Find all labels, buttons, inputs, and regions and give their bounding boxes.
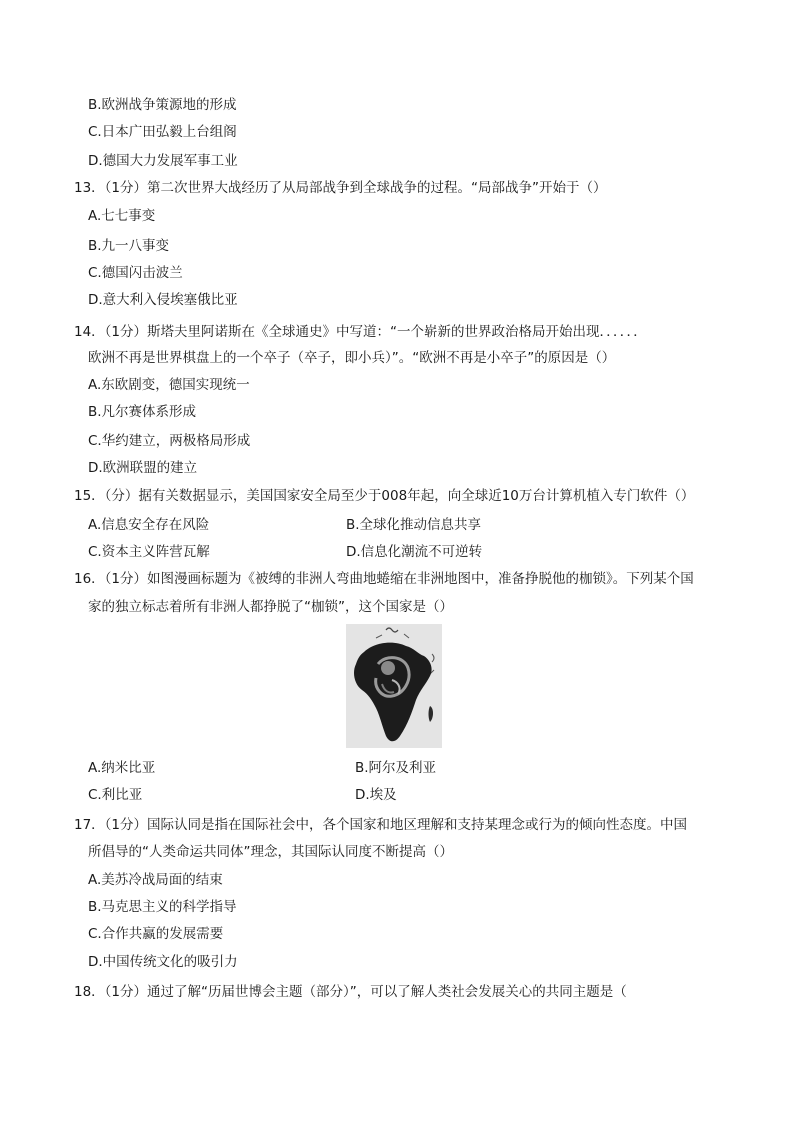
q17-option-c: C.合作共赢的发展需要 bbox=[88, 926, 224, 942]
q17-option-a: A.美苏冷战局面的结束 bbox=[88, 872, 223, 888]
q14-stem-line2: 欧洲不再是世界棋盘上的一个卒子（卒子，即小兵）”。“欧洲不再是小卒子”的原因是（） bbox=[88, 350, 616, 366]
q16-option-b: B.阿尔及利亚 bbox=[355, 760, 437, 776]
q15-option-b: B.全球化推动信息共享 bbox=[346, 517, 482, 533]
q12-option-c: C.日本广田弘毅上台组阁 bbox=[88, 124, 237, 140]
q13-option-a: A.七七事变 bbox=[88, 208, 156, 224]
q16-option-d: D.埃及 bbox=[355, 787, 397, 803]
q15-option-d: D.信息化潮流不可逆转 bbox=[346, 544, 483, 560]
q17-stem-line1: 17．（1分）国际认同是指在国际社会中，各个国家和地区理解和支持某理念或行为的倾向性态度。中国 bbox=[74, 817, 688, 833]
q14-option-b: B.凡尔赛体系形成 bbox=[88, 404, 197, 420]
q16-option-a: A.纳米比亚 bbox=[88, 760, 156, 776]
q14-option-d: D.欧洲联盟的建立 bbox=[88, 460, 198, 476]
q13-stem: 13．（1分）第二次世界大战经历了从局部战争到全球战争的过程。“局部战争”开始于（） bbox=[74, 180, 607, 196]
q12-option-b: B.欧洲战争策源地的形成 bbox=[88, 97, 237, 113]
q16-stem-line2: 家的独立标志着所有非洲人都挣脱了“枷锁”，这个国家是（） bbox=[88, 599, 453, 615]
q13-option-c: C.德国闪击波兰 bbox=[88, 265, 183, 281]
q17-option-b: B.马克思主义的科学指导 bbox=[88, 899, 237, 915]
q13-option-b: B.九一八事变 bbox=[88, 238, 170, 254]
q14-option-c: C.华约建立，两极格局形成 bbox=[88, 433, 251, 449]
q16-option-c: C.利比亚 bbox=[88, 787, 143, 803]
q18-stem: 18．（1分）通过了解“历届世博会主题（部分）”，可以了解人类社会发展关心的共同主题是（ bbox=[74, 984, 627, 1000]
q15-option-a: A.信息安全存在风险 bbox=[88, 517, 210, 533]
africa-cartoon-image bbox=[346, 624, 442, 748]
q15-option-c: C.资本主义阵营瓦解 bbox=[88, 544, 210, 560]
africa-map-icon bbox=[346, 624, 442, 748]
q16-stem-line1: 16．（1分）如图漫画标题为《被缚的非洲人弯曲地蜷缩在非洲地图中，准备挣脱他的枷锁》。下列某个国 bbox=[74, 571, 694, 587]
q17-stem-line2: 所倡导的“人类命运共同体”理念，其国际认同度不断提高（） bbox=[88, 844, 453, 860]
q13-option-d: D.意大利入侵埃塞俄比亚 bbox=[88, 292, 238, 308]
q12-option-d: D.德国大力发展军事工业 bbox=[88, 153, 238, 169]
q14-stem-line1: 14．（1分）斯塔夫里阿诺斯在《全球通史》中写道：“一个崭新的世界政治格局开始出现．．．．．． bbox=[74, 324, 647, 340]
q15-stem: 15．（分）据有关数据显示，美国国家安全局至少于008年起，向全球近10万台计算机植入专门软件（） bbox=[74, 488, 695, 504]
q14-option-a: A.东欧剧变，德国实现统一 bbox=[88, 377, 250, 393]
q17-option-d: D.中国传统文化的吸引力 bbox=[88, 954, 238, 970]
